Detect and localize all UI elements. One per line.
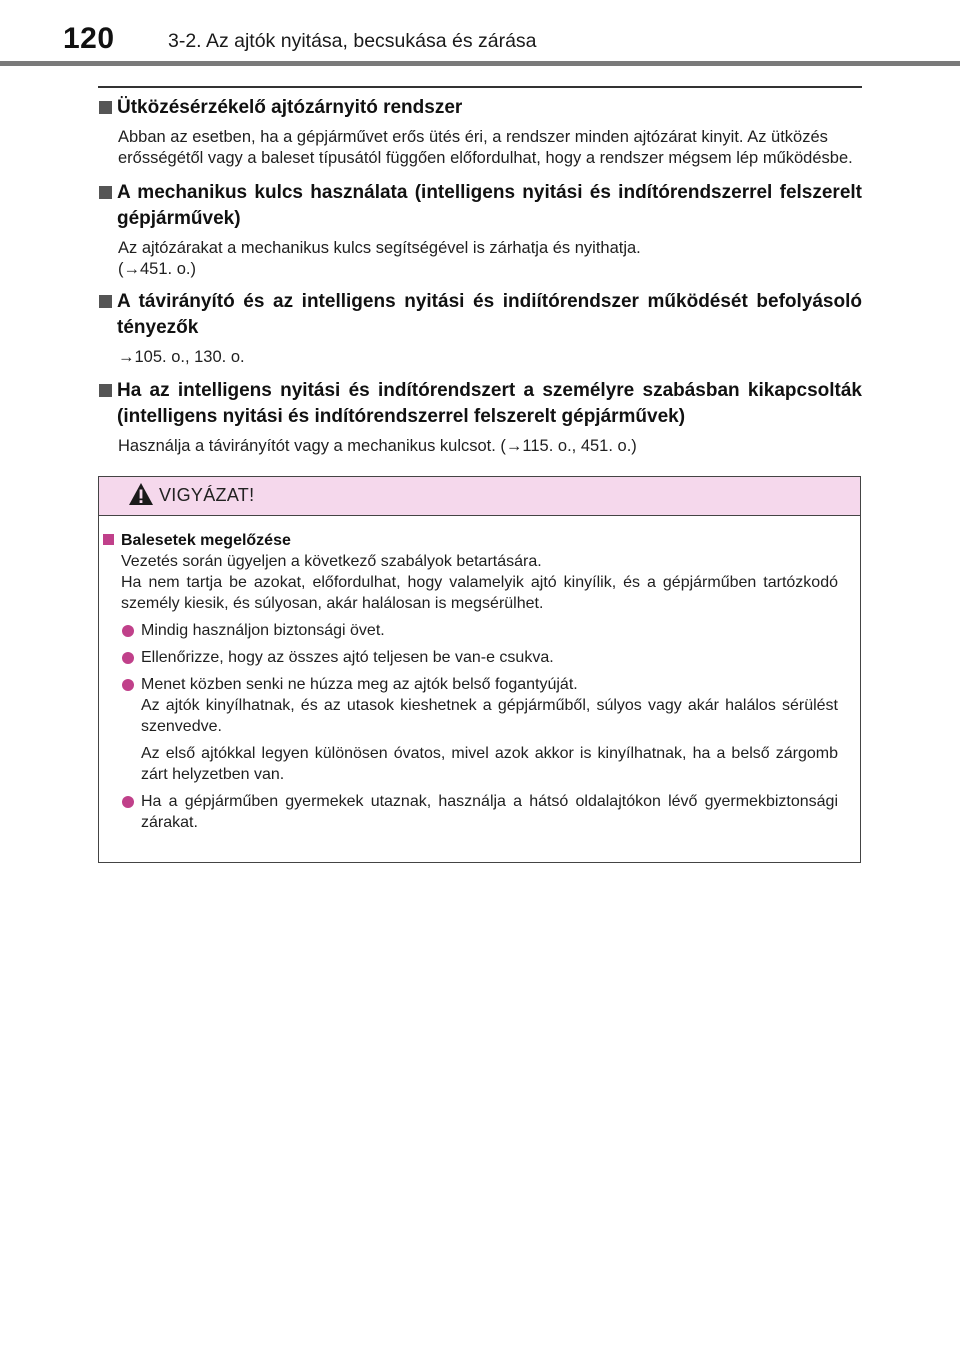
section-heading — [98, 180, 862, 232]
warning-triangle-icon — [128, 482, 154, 506]
content-top-rule — [98, 86, 862, 88]
section-body-line: Az ajtózárakat a mechanikus kulcs segítségével is zárhatja és nyithatja. — [118, 239, 641, 257]
square-bullet-icon — [99, 101, 112, 114]
section-heading-text: Ütközésérzékelő ajtózárnyitó rendszer — [117, 97, 463, 118]
warning-subheading-text: Balesetek megelőzése — [121, 532, 291, 549]
section-customization-off — [98, 378, 862, 457]
warning-body — [99, 516, 860, 833]
list-item — [103, 647, 838, 668]
page-reference: (→451. o.) — [118, 259, 196, 278]
square-bullet-icon — [103, 534, 114, 545]
square-bullet-icon — [99, 295, 112, 308]
section-crash-unlock — [98, 95, 862, 168]
round-bullet-icon — [122, 652, 134, 664]
round-bullet-icon — [122, 625, 134, 637]
header-rule — [0, 61, 960, 66]
main-content — [98, 92, 862, 456]
list-item — [103, 791, 838, 833]
chapter-title: 3-2. Az ajtók nyitása, becsukása és zárása — [168, 30, 537, 52]
page-reference: →105. o., 130. o. — [118, 348, 245, 366]
section-heading-text: A mechanikus kulcs használata (intelligens nyitási és indítórendszerrel felszerelt gépjárművek) — [117, 182, 862, 229]
list-item-text: Mindig használjon biztonsági övet. — [141, 622, 385, 639]
square-bullet-icon — [99, 186, 112, 199]
list-item-text: Menet közben senki ne húzza meg az ajtók belső fogantyúját. — [141, 676, 578, 693]
section-body: Használja a távirányítót vagy a mechanikus kulcsot. (→115. o., 451. o.) — [118, 436, 637, 455]
section-heading-text: A távirányító és az intelligens nyitási és indiítórendszer működését befolyásoló tényezők — [117, 291, 862, 338]
section-heading — [98, 378, 862, 430]
warning-box — [98, 476, 861, 863]
list-item — [103, 620, 838, 641]
round-bullet-icon — [122, 796, 134, 808]
square-bullet-icon — [99, 384, 112, 397]
list-item-detail: Az első ajtókkal legyen különösen óvatos, mivel azok akkor is kinyílhatnak, ha a belső zárgomb zárt helyzetben van. — [141, 745, 838, 783]
warning-header — [99, 477, 860, 516]
list-item-detail: Az ajtók kinyílhatnak, és az utasok kieshetnek a gépjárműből, súlyos vagy akár halálos sérülést szenvedve. — [141, 697, 838, 735]
page-number: 120 — [63, 22, 115, 55]
warning-bullet-list — [103, 620, 838, 833]
warning-intro-line: Ha nem tartja be azokat, előfordulhat, hogy valamelyik ajtó kinyílik, és a gépjárműben tartózkodó személy kiesik, és súlyosan, akár halálosan is megsérülhet. — [121, 574, 838, 612]
list-item — [103, 674, 838, 785]
list-item-text: Ellenőrizze, hogy az összes ajtó teljesen be van-e csukva. — [141, 649, 554, 666]
section-mechanical-key — [98, 180, 862, 279]
list-item-text: Ha a gépjárműben gyermekek utaznak, használja a hátsó oldalajtókon lévő gyermekbiztonsági zárakat. — [141, 793, 838, 831]
section-affecting-factors — [98, 289, 862, 368]
page-header — [0, 0, 960, 66]
warning-intro-line: Vezetés során ügyeljen a következő szabályok betartására. — [121, 553, 542, 570]
section-body — [98, 238, 862, 279]
section-heading — [98, 289, 862, 341]
warning-subheading — [103, 530, 838, 551]
warning-title: VIGYÁZAT! — [159, 485, 255, 505]
section-heading — [98, 95, 862, 121]
warning-intro — [103, 551, 838, 614]
section-heading-text: Ha az intelligens nyitási és indítórendszert a személyre szabásban kikapcsolták (intelligens nyitási és indítórendszerrel felszerelt gépjárművek) — [117, 379, 862, 427]
section-body: Abban az esetben, ha a gépjárművet erős ütés éri, a rendszer minden ajtózárat kinyit. Az ütközés erősségétől vagy a baleset típusától függően előfordulhat, hogy a rendszer mégsem lép működésbe. — [118, 128, 853, 167]
round-bullet-icon — [122, 679, 134, 691]
